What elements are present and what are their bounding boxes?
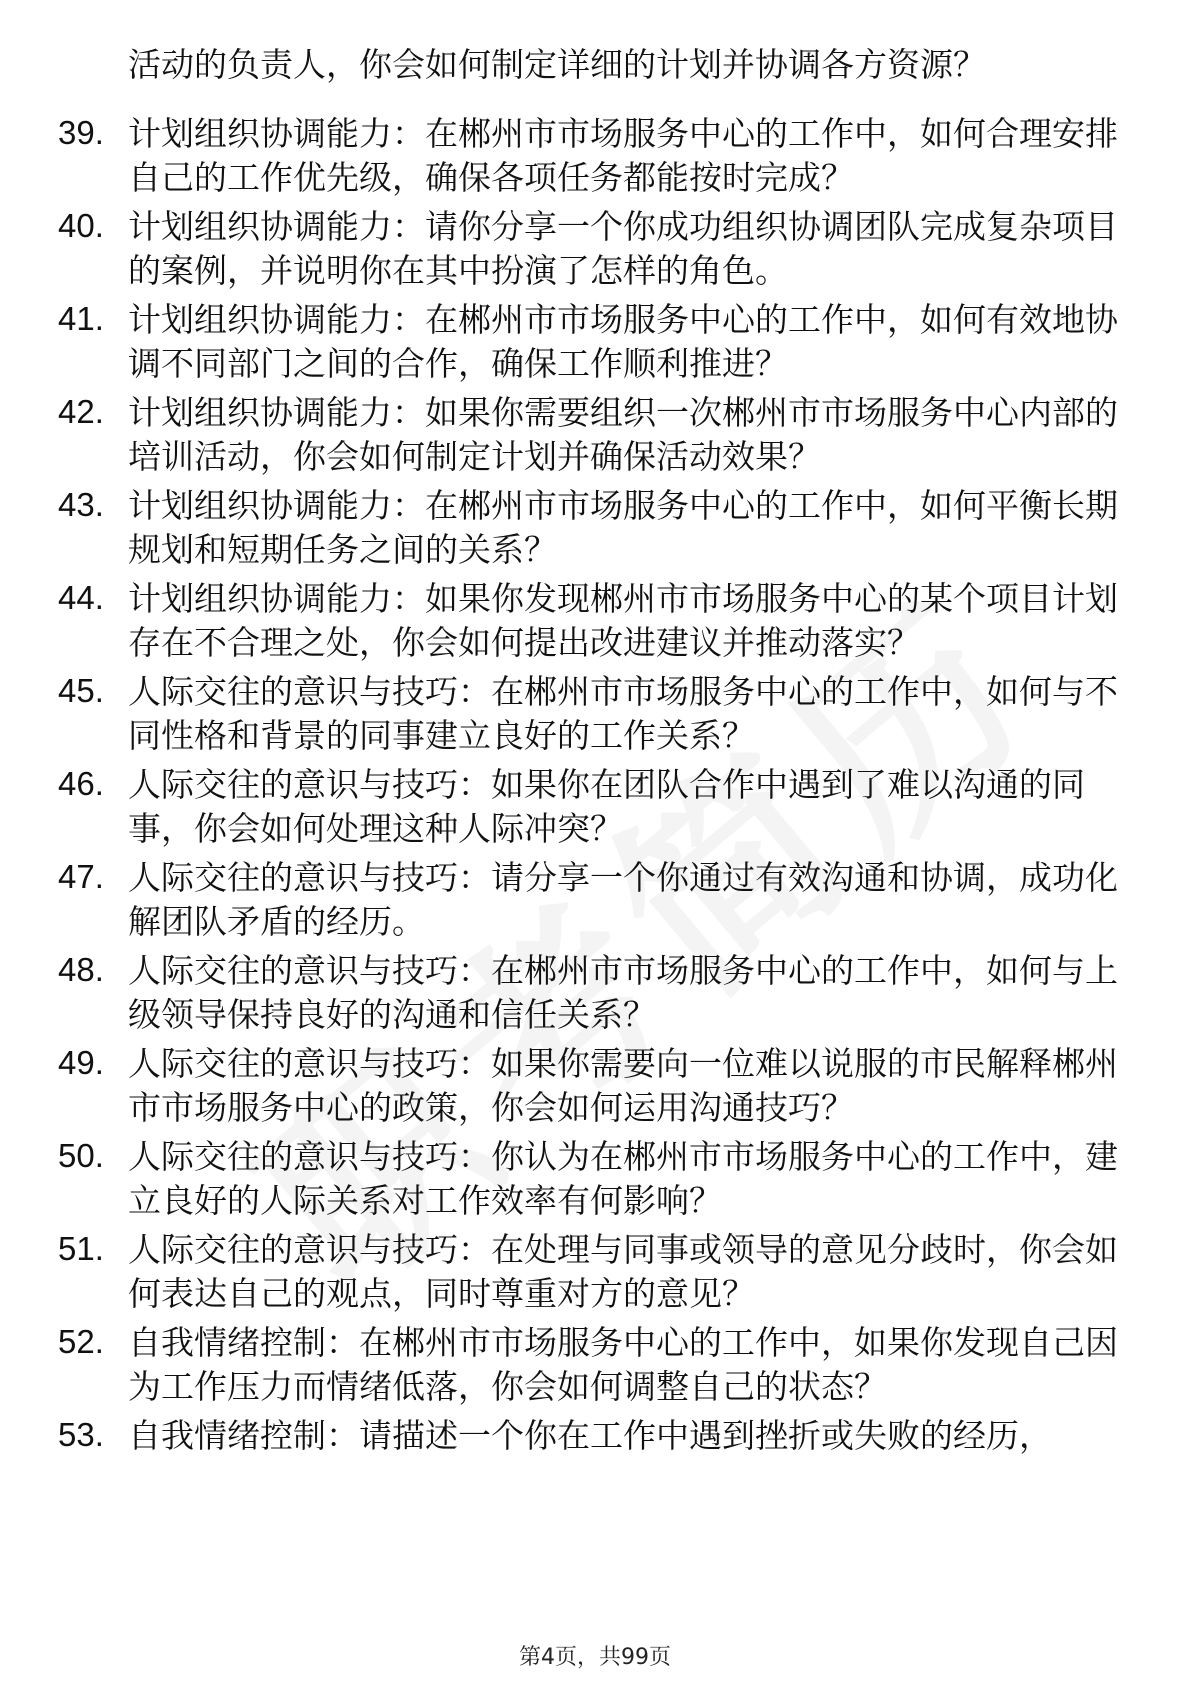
item-number: 46. (58, 765, 104, 802)
item-number: 40. (58, 207, 104, 244)
item-text: 人际交往的意识与技巧：如果你需要向一位难以说服的市民解释郴州市市场服务中心的政策，你会如何运用沟通技巧？ (128, 1044, 1118, 1127)
item-number: 53. (58, 1416, 104, 1453)
item-text: 计划组织协调能力：请你分享一个你成功组织协调团队完成复杂项目的案例，并说明你在其中扮演了怎样的角色。 (128, 207, 1118, 290)
item-text: 人际交往的意识与技巧：在郴州市市场服务中心的工作中，如何与上级领导保持良好的沟通和信任关系？ (128, 951, 1118, 1034)
continued-text: 活动的负责人，你会如何制定详细的计划并协调各方资源？ (128, 45, 986, 84)
item-text: 人际交往的意识与技巧：在郴州市市场服务中心的工作中，如何与不同性格和背景的同事建立良好的工作关系？ (128, 672, 1118, 755)
item-number: 42. (58, 393, 104, 430)
item-text: 计划组织协调能力：在郴州市市场服务中心的工作中，如何平衡长期规划和短期任务之间的关系？ (128, 486, 1118, 569)
item-text: 人际交往的意识与技巧：在处理与同事或领导的意见分歧时，你会如何表达自己的观点，同时尊重对方的意见？ (128, 1230, 1118, 1313)
item-number: 51. (58, 1230, 104, 1267)
item-text: 计划组织协调能力：在郴州市市场服务中心的工作中，如何有效地协调不同部门之间的合作，确保工作顺利推进？ (128, 300, 1118, 383)
item-number: 41. (58, 300, 104, 337)
item-text: 人际交往的意识与技巧：如果你在团队合作中遇到了难以沟通的同事，你会如何处理这种人际冲突？ (128, 765, 1085, 848)
item-text: 计划组织协调能力：如果你需要组织一次郴州市市场服务中心内部的培训活动，你会如何制定计划并确保活动效果？ (128, 393, 1118, 476)
item-number: 47. (58, 858, 104, 895)
item-text: 计划组织协调能力：在郴州市市场服务中心的工作中，如何合理安排自己的工作优先级，确保各项任务都能按时完成？ (128, 114, 1118, 197)
item-number: 43. (58, 486, 104, 523)
item-number: 45. (58, 672, 104, 709)
item-number: 44. (58, 579, 104, 616)
item-text: 自我情绪控制：请描述一个你在工作中遇到挫折或失败的经历， (128, 1416, 1052, 1455)
item-number: 39. (58, 114, 104, 151)
item-number: 52. (58, 1323, 104, 1360)
item-text: 计划组织协调能力：如果你发现郴州市市场服务中心的某个项目计划存在不合理之处，你会如何提出改进建议并推动落实？ (128, 579, 1118, 662)
item-text: 自我情绪控制：在郴州市市场服务中心的工作中，如果你发现自己因为工作压力而情绪低落，你会如何调整自己的状态？ (128, 1323, 1118, 1406)
item-number: 50. (58, 1137, 104, 1174)
item-text: 人际交往的意识与技巧：你认为在郴州市市场服务中心的工作中，建立良好的人际关系对工作效率有何影响？ (128, 1137, 1118, 1220)
item-text: 人际交往的意识与技巧：请分享一个你通过有效沟通和协调，成功化解团队矛盾的经历。 (128, 858, 1118, 941)
item-number: 48. (58, 951, 104, 988)
item-number: 49. (58, 1044, 104, 1081)
page-footer: 第4页，共99页 (519, 1645, 671, 1670)
